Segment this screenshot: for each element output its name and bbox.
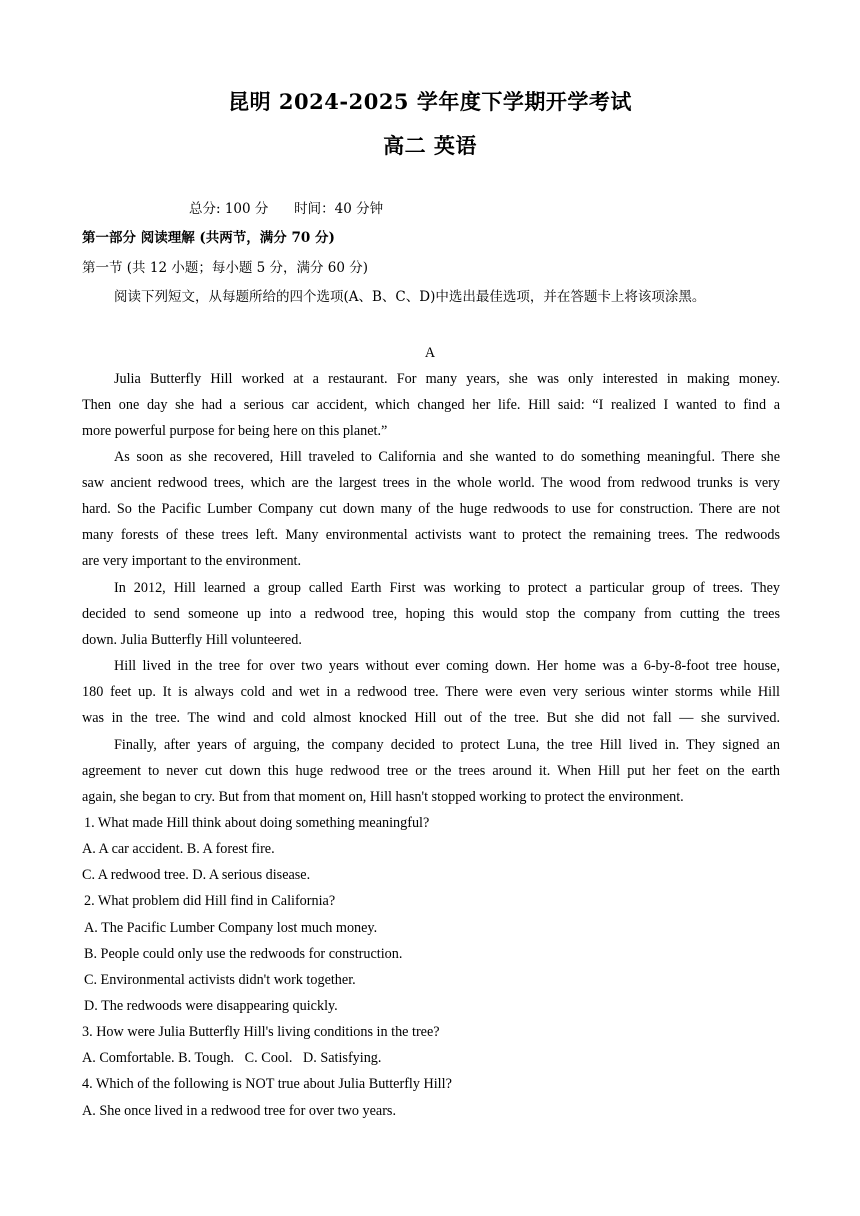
question-option: A. She once lived in a redwood tree for over two years.: [82, 1103, 396, 1119]
section-heading: 第一节 (共 12 小题；每小题 5 分，满分 60 分): [82, 260, 369, 276]
page-subtitle: 高二 英语: [383, 133, 477, 158]
question-stem: 1. What made Hill think about doing something meaningful?: [84, 815, 430, 831]
question-options: A. Comfortable. B. Tough. C. Cool. D. Satisfying.: [82, 1050, 382, 1066]
question-stem: 3. How were Julia Butterfly Hill's living conditions in the tree?: [82, 1024, 440, 1040]
passage-line: agreement to never cut down this huge redwood tree or the trees around it. When Hill put her feet on the earth: [82, 763, 780, 779]
passage-line: decided to send someone up into a redwood tree, hoping this would stop the company from cutting the trees: [82, 606, 780, 622]
passage-line: Then one day she had a serious car accident, which changed her life. Hill said: “I realized I wanted to find a: [82, 397, 780, 413]
question-stem: 2. What problem did Hill find in California?: [84, 893, 336, 909]
question-option: D. The redwoods were disappearing quickly.: [84, 998, 338, 1014]
question-options: C. A redwood tree. D. A serious disease.: [82, 867, 311, 883]
passage-line: down. Julia Butterfly Hill volunteered.: [82, 632, 302, 648]
question-stem: 4. Which of the following is NOT true about Julia Butterfly Hill?: [82, 1076, 452, 1092]
passage-line: Hill lived in the tree for over two years without ever coming down. Her home was a 6-by-8-foot tree house,: [114, 658, 780, 674]
question-option: A. The Pacific Lumber Company lost much money.: [84, 920, 378, 936]
passage-line: Julia Butterfly Hill worked at a restaurant. For many years, she was only interested in making money.: [114, 371, 780, 387]
passage-line: again, she began to cry. But from that moment on, Hill hasn't stopped working to protect the environment.: [82, 789, 684, 805]
instruction-text: 阅读下列短文，从每题所给的四个选项(A、B、C、D)中选出最佳选项，并在答题卡上将该项涂黑。: [114, 289, 706, 305]
passage-line: hard. So the Pacific Lumber Company cut down many of the huge redwoods to use for construction. There are not: [82, 501, 780, 517]
score-time-line: 总分: 100 分 时间：40 分钟: [189, 201, 384, 217]
passage-line: In 2012, Hill learned a group called Earth First was working to protect a particular group of trees. They: [114, 580, 780, 596]
question-option: B. People could only use the redwoods for construction.: [84, 946, 403, 962]
passage-line: many forests of these trees left. Many environmental activists want to protect the remaining trees. The redwoods: [82, 527, 780, 543]
question-option: C. Environmental activists didn't work together.: [84, 972, 356, 988]
passage-label: A: [424, 345, 436, 361]
question-options: A. A car accident. B. A forest fire.: [82, 841, 275, 857]
page-title: 昆明 2024-2025 学年度下学期开学考试: [228, 89, 632, 114]
passage-line: 180 feet up. It is always cold and wet in a redwood tree. There were even very serious winter storms while Hill: [82, 684, 780, 700]
passage-line: was in the tree. The wind and cold almost knocked Hill out of the tree. But she did not fall — she survived.: [82, 710, 780, 726]
passage-line: are very important to the environment.: [82, 553, 302, 569]
passage-line: Finally, after years of arguing, the company decided to protect Luna, the tree Hill lived in. They signed an: [114, 737, 780, 753]
passage-line: As soon as she recovered, Hill traveled to California and she wanted to do something meaningful. There she: [114, 449, 780, 465]
passage-line: saw ancient redwood trees, which are the largest trees in the whole world. The wood from redwood trunks is very: [82, 475, 780, 491]
passage-line: more powerful purpose for being here on this planet.”: [82, 423, 388, 439]
part-heading: 第一部分 阅读理解 (共两节，满分 70 分): [82, 230, 335, 246]
